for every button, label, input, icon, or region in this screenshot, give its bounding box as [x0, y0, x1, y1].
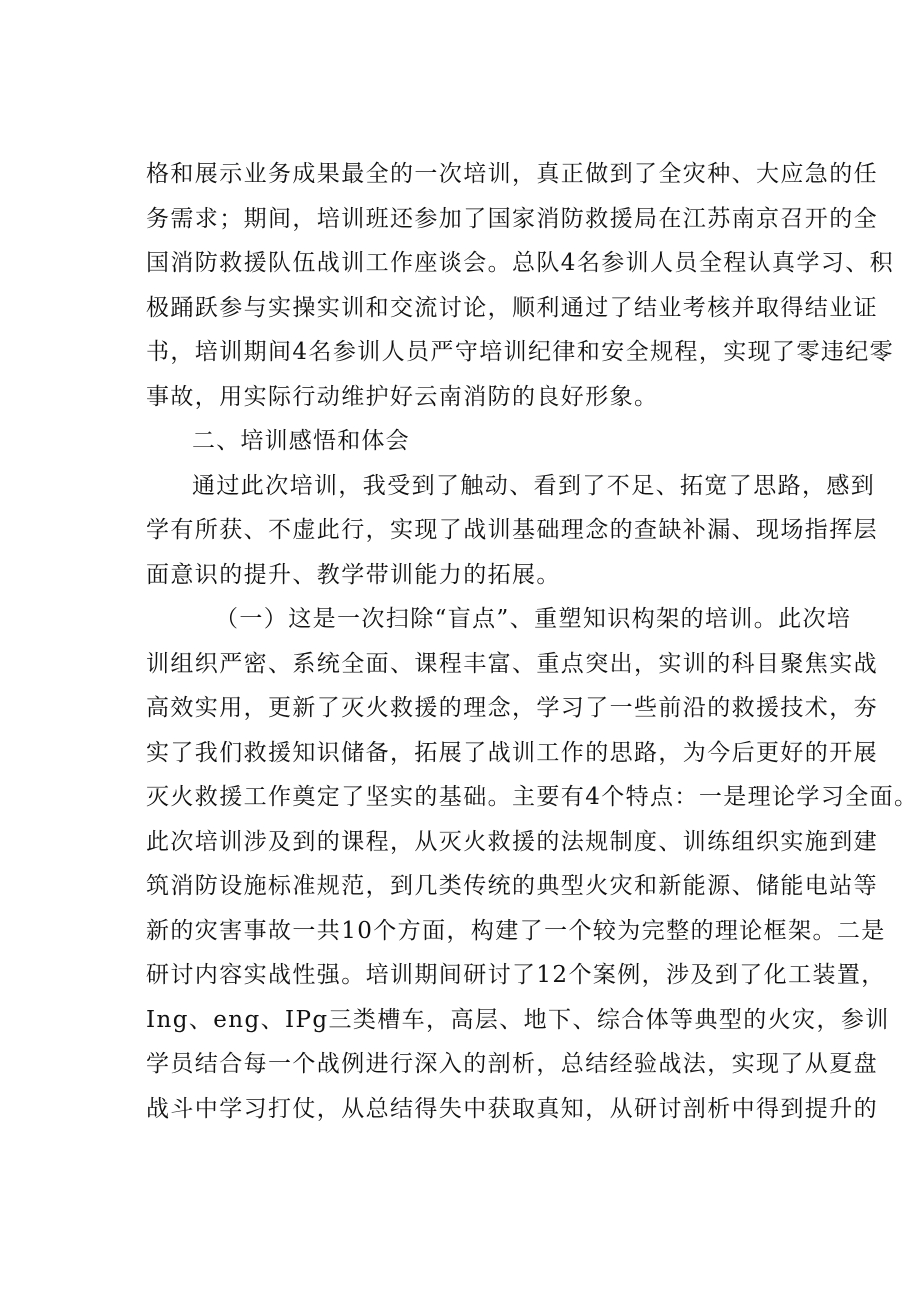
- text-line: 筑消防设施标准规范，到几类传统的典型火灾和新能源、储能电站等: [146, 873, 878, 899]
- text-line: 极踊跃参与实操实训和交流讨论，顺利通过了结业考核并取得结业证: [146, 294, 878, 321]
- paragraph-1: [146, 152, 895, 419]
- text-line: 实了我们救援知识储备，拓展了战训工作的思路，为今后更好的开展: [146, 739, 878, 766]
- text-line: 格和展示业务成果最全的一次培训，真正做到了全灾种、大应急的任: [146, 161, 878, 187]
- text-line: 新的灾害事故一共10个方面，构建了一个较为完整的理论框架。二是: [146, 917, 886, 944]
- paragraph-3: [146, 597, 919, 1131]
- section-heading: 二、培训感悟和体会: [192, 428, 410, 454]
- text-line: （一）这是一次扫除“盲点”、重塑知识构架的培训。此次培: [215, 606, 852, 632]
- text-line: 灭火救援工作奠定了坚实的基础。主要有4个特点：一是理论学习全面。: [146, 784, 919, 810]
- text-line: 通过此次培训，我受到了触动、看到了不足、拓宽了思路，感到: [192, 472, 876, 499]
- text-line: 训组织严密、系统全面、课程丰富、重点突出，实训的科目聚焦实战: [146, 650, 878, 677]
- text-line: 面意识的提升、教学带训能力的拓展。: [146, 561, 561, 588]
- text-line: Ing、eng、IPg三类槽车，高层、地下、综合体等典型的火灾，参训: [146, 1006, 890, 1033]
- text-line: 研讨内容实战性强。培训期间研讨了12个案例，涉及到了化工装置，: [146, 962, 886, 988]
- text-line: 学有所获、不虚此行，实现了战训基础理念的查缺补漏、现场指挥层: [146, 517, 878, 543]
- text-line: 国消防救援队伍战训工作座谈会。总队4名参训人员全程认真学习、积: [146, 250, 895, 276]
- text-line: 事故，用实际行动维护好云南消防的良好形象。: [146, 383, 659, 410]
- text-line: 此次培训涉及到的课程，从灭火救援的法规制度、训练组织实施到建: [146, 828, 878, 855]
- document-page: [146, 152, 919, 1131]
- text-line: 学员结合每一个战例进行深入的剖析，总结经验战法，实现了从夏盘: [146, 1051, 878, 1077]
- paragraph-2: [146, 464, 878, 598]
- text-line: 务需求；期间，培训班还参加了国家消防救援局在江苏南京召开的全: [146, 205, 878, 232]
- text-line: 战斗中学习打仗，从总结得失中获取真知，从研讨剖析中得到提升的: [146, 1095, 878, 1122]
- text-line: 高效实用，更新了灭火救援的理念，学习了一些前沿的救援技术，夯: [146, 695, 878, 721]
- text-line: 书，培训期间4名参训人员严守培训纪律和安全规程，实现了零违纪零: [146, 339, 895, 365]
